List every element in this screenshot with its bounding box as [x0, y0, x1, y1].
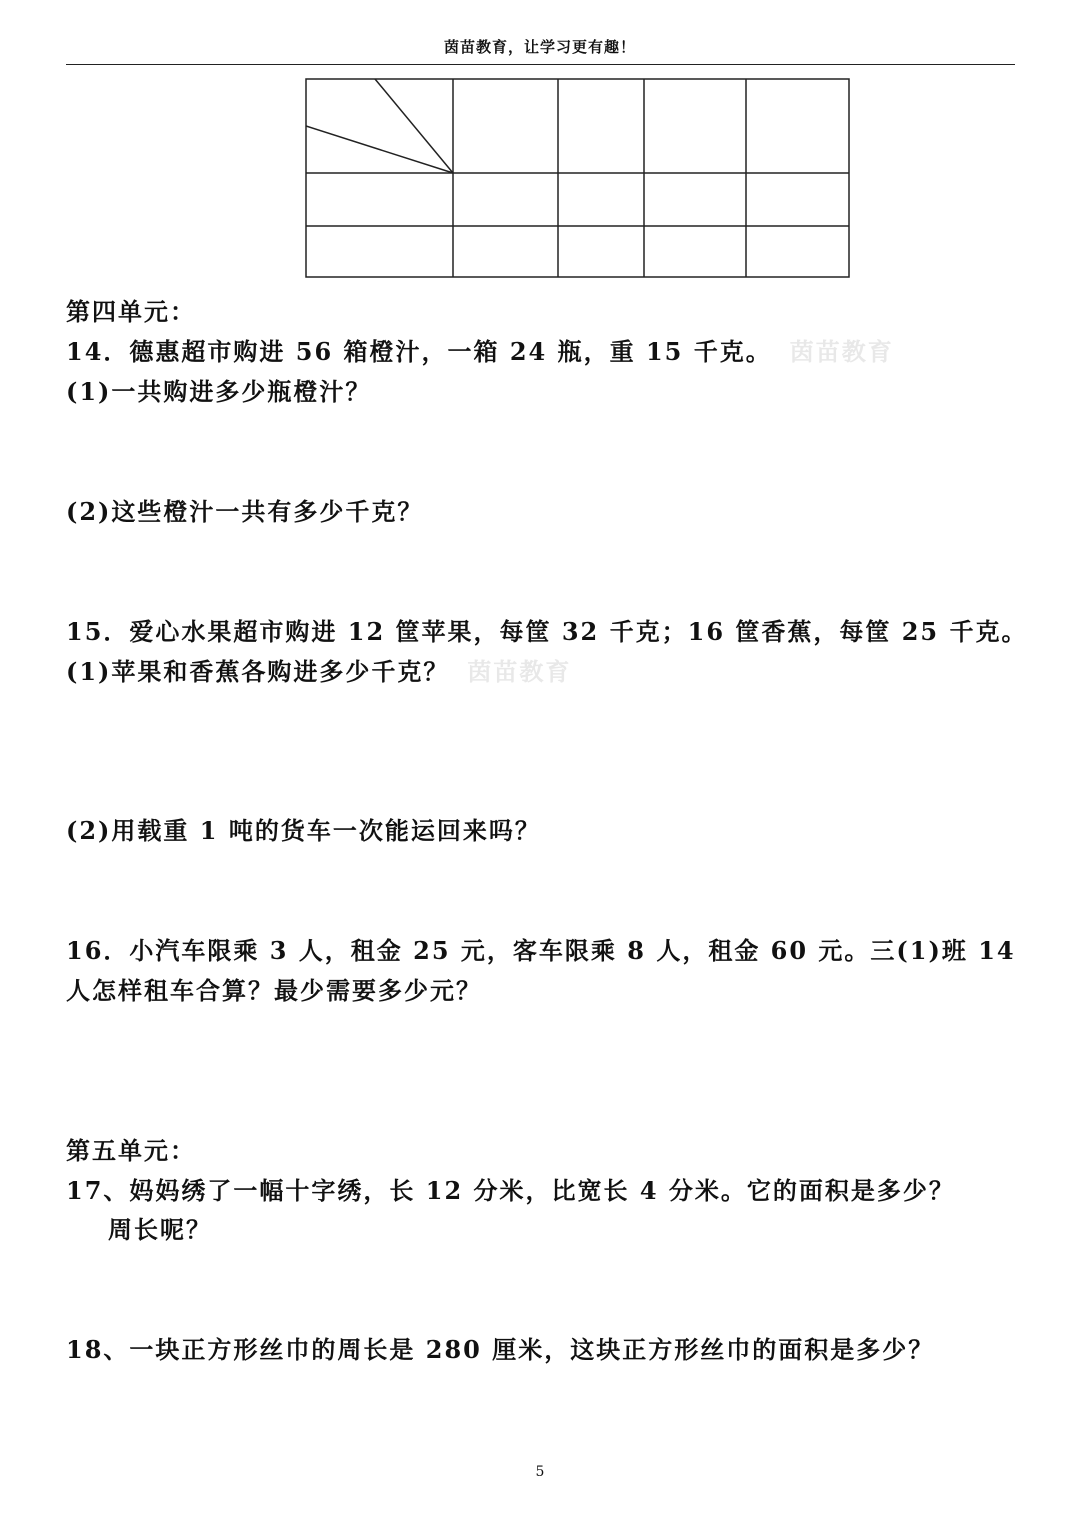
grid-diagonal	[306, 126, 453, 173]
q15-sub1: (1)苹果和香蕉各购进多少千克？	[66, 657, 450, 686]
q14-sub1: (1)一共购进多少瓶橙汁？	[66, 377, 372, 406]
page-number: 5	[535, 1464, 545, 1480]
header-rule	[66, 64, 1015, 65]
grid-border	[306, 79, 849, 277]
multiplication-grid-figure	[305, 78, 851, 280]
q14-sub2: (2)这些橙汁一共有多少千克？	[66, 497, 424, 526]
watermark: 茵苗教育	[467, 657, 572, 686]
q18-line1: 18、一块正方形丝巾的周长是 280 厘米，这块正方形丝巾的面积是多少？	[66, 1335, 935, 1364]
unit5-title: 第五单元：	[66, 1136, 196, 1165]
grid-diagonal	[375, 79, 453, 173]
unit4-title: 第四单元：	[66, 297, 196, 326]
q17-line2: 周长呢？	[108, 1215, 212, 1244]
q15-sub2: (2)用载重 1 吨的货车一次能运回来吗？	[66, 816, 541, 845]
q17-line1: 17、妈妈绣了一幅十字绣，长 12 分米，比宽长 4 分米。它的面积是多少？	[66, 1176, 955, 1205]
watermark: 茵苗教育	[789, 337, 894, 366]
q15-stem: 15．爱心水果超市购进 12 筐苹果，每筐 32 千克；16 筐香蕉，每筐 25 千克。	[66, 617, 1028, 646]
q16-line1: 16．小汽车限乘 3 人，租金 25 元，客车限乘 8 人，租金 60 元。三(1)班 14	[66, 936, 1016, 965]
q14-stem-line	[66, 336, 894, 368]
q16-line2: 人怎样租车合算？最少需要多少元？	[66, 976, 482, 1005]
q15-sub1-line	[66, 656, 571, 688]
page-header: 茵苗教育，让学习更有趣！	[443, 38, 636, 56]
q14-stem: 14．德惠超市购进 56 箱橙汁，一箱 24 瓶，重 15 千克。	[66, 337, 772, 366]
